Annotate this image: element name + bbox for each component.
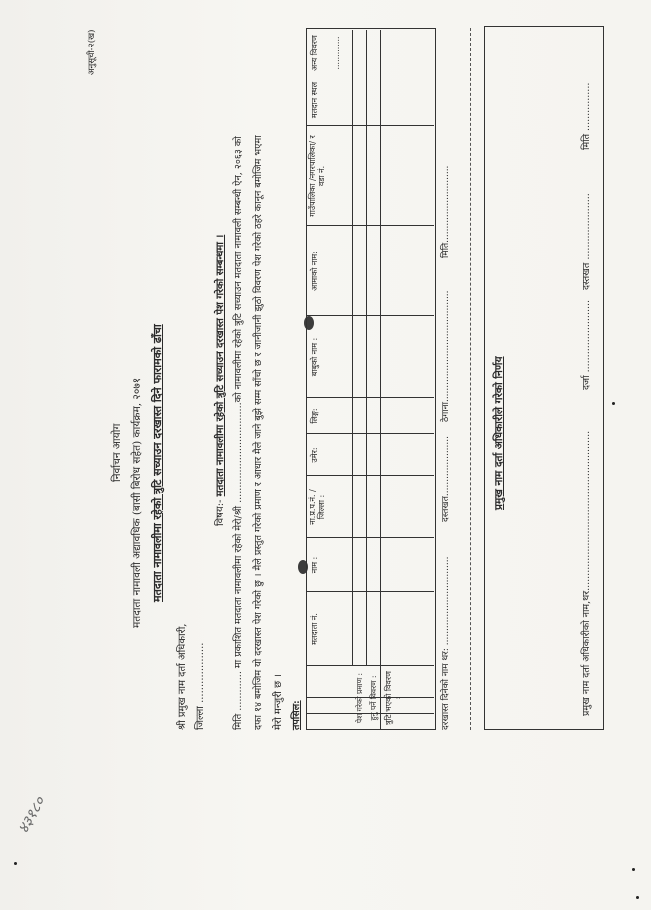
col-other: अन्य विवरण bbox=[310, 35, 319, 71]
col-municipality: गाउँपालिका /नगरपालिका/ र वडा नं. bbox=[308, 135, 327, 217]
row-error-details: त्रुटि भएको विवरण : bbox=[384, 671, 403, 725]
body-line2: दफा १४ बमोजिम यो दरखास्त पेश गरेको छु । मैले प्रस्तुत गरेको प्रमाण र आधार मैले जाने बुझे सम्म साँचो छ र जानीजानी झुठो विवरण पेश गरेको ठहरे कानून बमोजिम भएमा bbox=[253, 135, 264, 730]
col-father: बाबुको नाम : bbox=[310, 337, 319, 377]
table-col-sep bbox=[306, 591, 434, 592]
col-citizenship: ना.प्र.प.नं. /जिल्ला : bbox=[308, 489, 327, 525]
decision-post: दर्जा ........................ bbox=[581, 299, 592, 390]
annex-label: अनुसूची-२(ख) bbox=[87, 29, 97, 75]
row-correct-details: हुनु पर्ने विवरण : bbox=[369, 675, 378, 721]
program-title: मतदाता नामावली अद्यावधिक (बासी बिरोध सहेत) कार्यक्रम, २०७१ bbox=[131, 377, 143, 628]
col-name: नाम : bbox=[310, 556, 319, 574]
applicant-address: ठेगाना....................................... bbox=[441, 290, 451, 422]
body-line3: मेरो मन्जुरी छ । bbox=[273, 673, 284, 730]
table-col-sep bbox=[306, 433, 434, 434]
table-col-sep bbox=[306, 475, 434, 476]
decision-date: मिति ................ bbox=[581, 82, 592, 150]
col-other-dots: ............. bbox=[332, 36, 341, 70]
col-gender: लिङ्ग: bbox=[310, 408, 319, 424]
col-polling-place: मतदान स्थल bbox=[310, 81, 319, 119]
col-mother: आमाको नाम: bbox=[310, 251, 319, 291]
subject-line bbox=[216, 235, 226, 526]
col-age: उमेर: bbox=[310, 447, 319, 463]
subject-prefix: विषय:- bbox=[215, 499, 226, 526]
decision-title: प्रमुख नाम दर्ता अधिकारीले गरेको निर्णय bbox=[493, 356, 505, 510]
office-name: निर्वाचन आयोग bbox=[111, 423, 123, 482]
applicant-name: दरखास्त दिनेको नाम थर: ............................... bbox=[441, 556, 451, 730]
decision-officer: प्रमुख नाम दर्ता अधिकारीको नाम,थर..................................................... bbox=[581, 430, 592, 716]
table-col-sep bbox=[306, 125, 434, 126]
section-separator bbox=[470, 28, 472, 730]
addressee-line1: श्री प्रमुख नाम दर्ता अधिकारी, bbox=[177, 623, 188, 730]
handwritten-stamp: ४३१८० bbox=[13, 793, 50, 837]
row-evidence: पेश गरेको प्रमाण : bbox=[355, 672, 364, 724]
decision-signature: दस्तखत ...................... bbox=[581, 193, 592, 290]
body-line1: मिति ............. मा प्रकाशित मतदाता नामावलीमा रहेको मेरो/श्री .................................को नामावलीमा रहेको त्रुटि सच्याउन मतदाता नामावली सम्बन्धी ऐन, २०६३ को bbox=[233, 136, 244, 730]
table-col-sep bbox=[306, 225, 434, 226]
table-caption: तपसिल: bbox=[291, 700, 302, 730]
table-col-sep bbox=[306, 537, 434, 538]
col-voter-no: मतदाता नं. bbox=[310, 613, 319, 645]
form-title: मतदाता नामावलीमा रहेको त्रुटि सच्याउन दरखास्त दिने फारामको ढाँचा bbox=[151, 324, 164, 602]
table-col-sep bbox=[306, 397, 434, 398]
table-rowhead-divider bbox=[306, 665, 434, 666]
addressee-line2: जिल्ला ................... bbox=[195, 642, 206, 730]
subject-text: मतदाता नामावलीमा रहेको त्रुटि सच्याउन दरखास्त पेश गरेको सम्बन्धमा । bbox=[215, 234, 226, 497]
applicant-signature: दस्तखत..................... bbox=[441, 436, 451, 522]
table-col-divider bbox=[380, 30, 381, 730]
table-col-sep bbox=[306, 315, 434, 316]
applicant-date: मिति........................... bbox=[441, 165, 451, 258]
